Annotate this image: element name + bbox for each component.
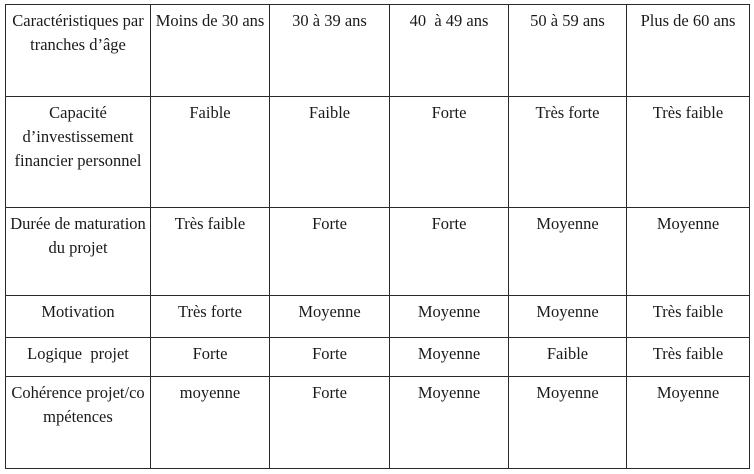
table-row [6, 338, 750, 377]
table-cell: Très forte [151, 296, 270, 338]
table-cell: Moyenne [390, 296, 509, 338]
table-cell: Très faible [151, 208, 270, 296]
header-cell-40-49: 40 à 49 ans [390, 5, 509, 97]
table-row [6, 208, 750, 296]
table-cell: Faible [151, 97, 270, 208]
header-cell-characteristics: Caractéristiques par tranches d’âge [6, 5, 151, 97]
age-characteristics-table [5, 4, 750, 469]
table-header-row [6, 5, 750, 97]
table-cell: Forte [270, 377, 390, 469]
table-cell: Moyenne [509, 208, 627, 296]
table-cell: Forte [390, 97, 509, 208]
table-cell: Très faible [627, 338, 750, 377]
table-cell: Très faible [627, 296, 750, 338]
row-label-maturation-duration: Durée de maturation du projet [6, 208, 151, 296]
table-row [6, 97, 750, 208]
header-cell-50-59: 50 à 59 ans [509, 5, 627, 97]
table-cell: Très faible [627, 97, 750, 208]
row-label-project-skills-coherence: Cohérence projet/compétences [6, 377, 151, 469]
table-cell: Moyenne [627, 377, 750, 469]
table-cell: Forte [270, 338, 390, 377]
table-cell: Faible [270, 97, 390, 208]
table-cell: Moyenne [509, 377, 627, 469]
table-row [6, 296, 750, 338]
table-cell: Forte [270, 208, 390, 296]
table-cell: Moyenne [270, 296, 390, 338]
row-label-project-logic: Logique projet [6, 338, 151, 377]
table-cell: Très forte [509, 97, 627, 208]
table-cell: Moyenne [627, 208, 750, 296]
table-cell: Forte [390, 208, 509, 296]
table-cell: Forte [151, 338, 270, 377]
table-cell: Moyenne [509, 296, 627, 338]
table-row [6, 377, 750, 469]
table-cell: Moyenne [390, 377, 509, 469]
table-cell: Moyenne [390, 338, 509, 377]
header-cell-30-39: 30 à 39 ans [270, 5, 390, 97]
row-label-motivation: Motivation [6, 296, 151, 338]
table-cell: Faible [509, 338, 627, 377]
header-cell-under-30: Moins de 30 ans [151, 5, 270, 97]
row-label-investment-capacity: Capacité d’investissement financier personnel [6, 97, 151, 208]
header-cell-over-60: Plus de 60 ans [627, 5, 750, 97]
table-cell: moyenne [151, 377, 270, 469]
